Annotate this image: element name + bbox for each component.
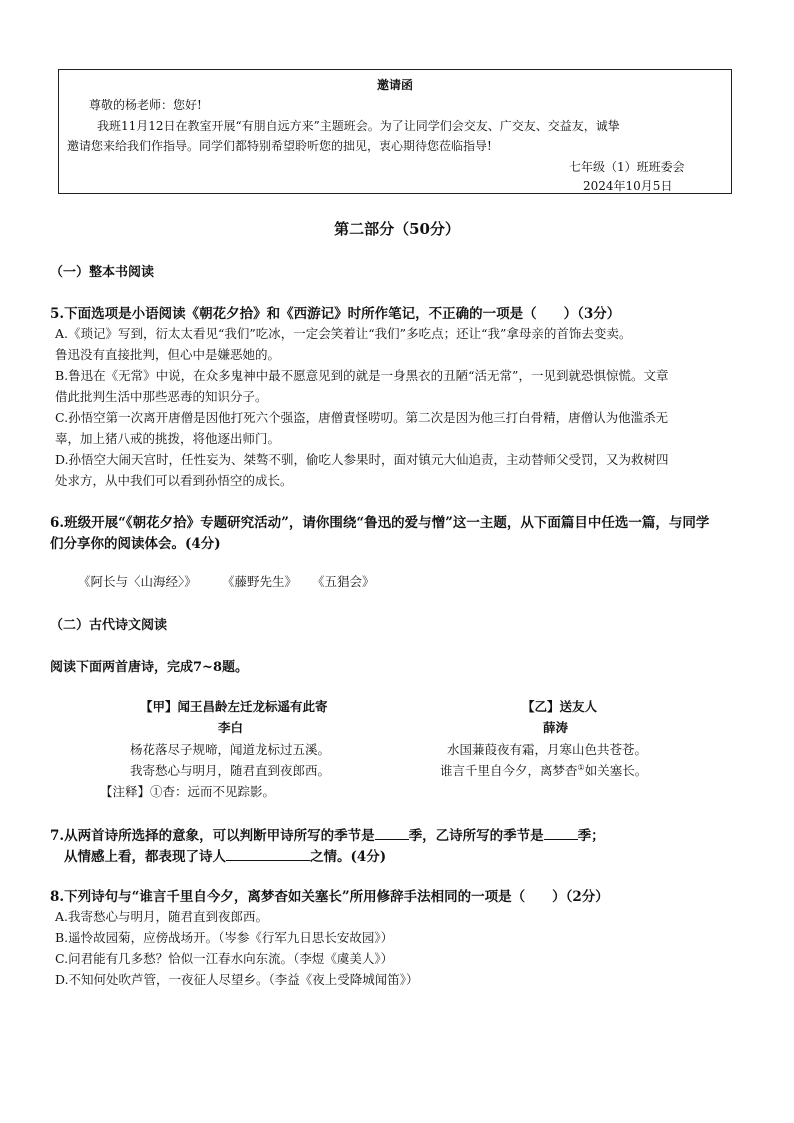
- invitation-box: [58, 69, 732, 194]
- q6-option-3: 《五猖会》: [312, 574, 375, 589]
- q5-option-a-line2: 鲁迅没有直接批判，但心中是嫌恶她的。: [55, 347, 281, 362]
- q5-stem: 5.下面选项是小语阅读《朝花夕拾》和《西游记》时所作笔记，不正确的一项是（ ）（3分）: [50, 306, 621, 322]
- q5-option-b-line2: 借此批判生活中那些恶毒的知识分子。: [55, 389, 268, 404]
- poem-intro: 阅读下面两首唐诗，完成7~8题。: [50, 660, 248, 675]
- q5-option-d-line2: 处求方，从中我们可以看到孙悟空的成长。: [55, 473, 293, 488]
- invitation-date: 2024年10月5日: [583, 179, 673, 193]
- poem-a-author: 李白: [218, 720, 244, 735]
- poem-b-author: 薛涛: [543, 720, 569, 735]
- part-title: 第二部分（50分）: [334, 220, 460, 238]
- q6-stem-line2: 们分享你的阅读体会。(4分): [50, 536, 221, 552]
- poem-note: 【注释】①杳：远而不见踪影。: [100, 784, 276, 799]
- q8-option-d: D.不知何处吹芦管，一夜征人尽望乡。（李益《夜上受降城闻笛》）: [55, 972, 419, 987]
- poem-b-line2: 谁言千里自今夕，离梦杳①如关塞长。: [440, 762, 648, 778]
- q7-blank-3[interactable]: [226, 848, 310, 861]
- q5-option-d-line1: D.孙悟空大闹天宫时，任性妄为、桀骜不驯，偷吃人参果时，面对镇元大仙追责，主动替师父受罚，又为救树四: [55, 452, 669, 467]
- q8-option-b: B.遥怜故园菊，应傍战场开。（岑参《行军九日思长安故园》）: [55, 930, 394, 945]
- q7-blank-1[interactable]: [375, 827, 409, 840]
- section1-title: （一）整本书阅读: [50, 265, 155, 280]
- invitation-signature: 七年级（1）班班委会: [569, 160, 685, 174]
- q5-option-c-line1: C.孙悟空第一次离开唐僧是因他打死六个强盗，唐僧責怪唠叨。第二次是因为他三打白骨精，唐僧认为他滥杀无: [55, 410, 669, 425]
- q5-option-a-line1: A.《琐记》写到，衍太太看见“我们”吃冰，一定会笑着让“我们”多吃点；还让“我”拿母亲的首饰去变卖。: [55, 326, 632, 341]
- invitation-title: 邀请函: [376, 78, 413, 92]
- poem-a-line1: 杨花落尽子规啼，闻道龙标过五溪。: [130, 742, 331, 757]
- q6-option-1: 《阿长与〈山海经〉》: [78, 574, 197, 589]
- q5-option-b-line1: B.鲁迅在《无常》中说，在众多鬼神中最不愿意见到的就是一身黑衣的丑陋“活无常”，一见到就恐惧惊慌。文章: [55, 368, 669, 383]
- q5-option-c-line2: 辜，加上猪八戒的挑拨，将他逐出师门。: [55, 431, 281, 446]
- q6-stem-line1: 6.班级开展“《朝花夕拾》专题研究活动”，请你围绕“鲁迅的爱与憎”这一主题，从下面篇目中任选一篇，与同学: [50, 515, 710, 531]
- invitation-body-line1: 我班11月12日在教室开展“有朋自远方来”主题班会。为了让同学们会交友、广交友、交益友，诚挚: [97, 119, 620, 133]
- q8-stem: 8.下列诗句与“谁言千里自今夕，离梦杳如关塞长”所用修辞手法相同的一项是（ ）（2分）: [50, 889, 609, 905]
- q8-option-a: A.我寄愁心与明月，随君直到夜郎西。: [55, 909, 269, 924]
- q6-option-2: 《藤野先生》: [222, 574, 298, 589]
- poem-b-title: 【乙】送友人: [522, 699, 598, 714]
- q7-line1: 7.从两首诗所选择的意象，可以判断甲诗所写的季节是 季，乙诗所写的季节是 季；: [50, 828, 605, 844]
- invitation-greeting: 尊敬的杨老师：您好!: [89, 98, 202, 112]
- poem-a-line2: 我寄愁心与明月，随君直到夜郎西。: [130, 763, 331, 778]
- poem-b-line1: 水国蒹葭夜有霜，月寒山色共苍苍。: [447, 742, 648, 757]
- q8-option-c: C.问君能有几多愁？恰似一江春水向东流。（李煜《虞美人》）: [55, 951, 394, 966]
- section2-title: （二）古代诗文阅读: [50, 618, 168, 633]
- q7-line2: 从情感上看，都表现了诗人 之情。(4分): [64, 849, 387, 865]
- poem-a-title: 【甲】闻王昌龄左迁龙标遥有此寄: [140, 699, 328, 714]
- q7-blank-2[interactable]: [544, 827, 578, 840]
- invitation-body-line2: 邀请您来给我们作指导。同学们都特别希望聆听您的拙见，衷心期待您莅临指导!: [67, 139, 492, 153]
- note-marker: ①: [577, 762, 585, 772]
